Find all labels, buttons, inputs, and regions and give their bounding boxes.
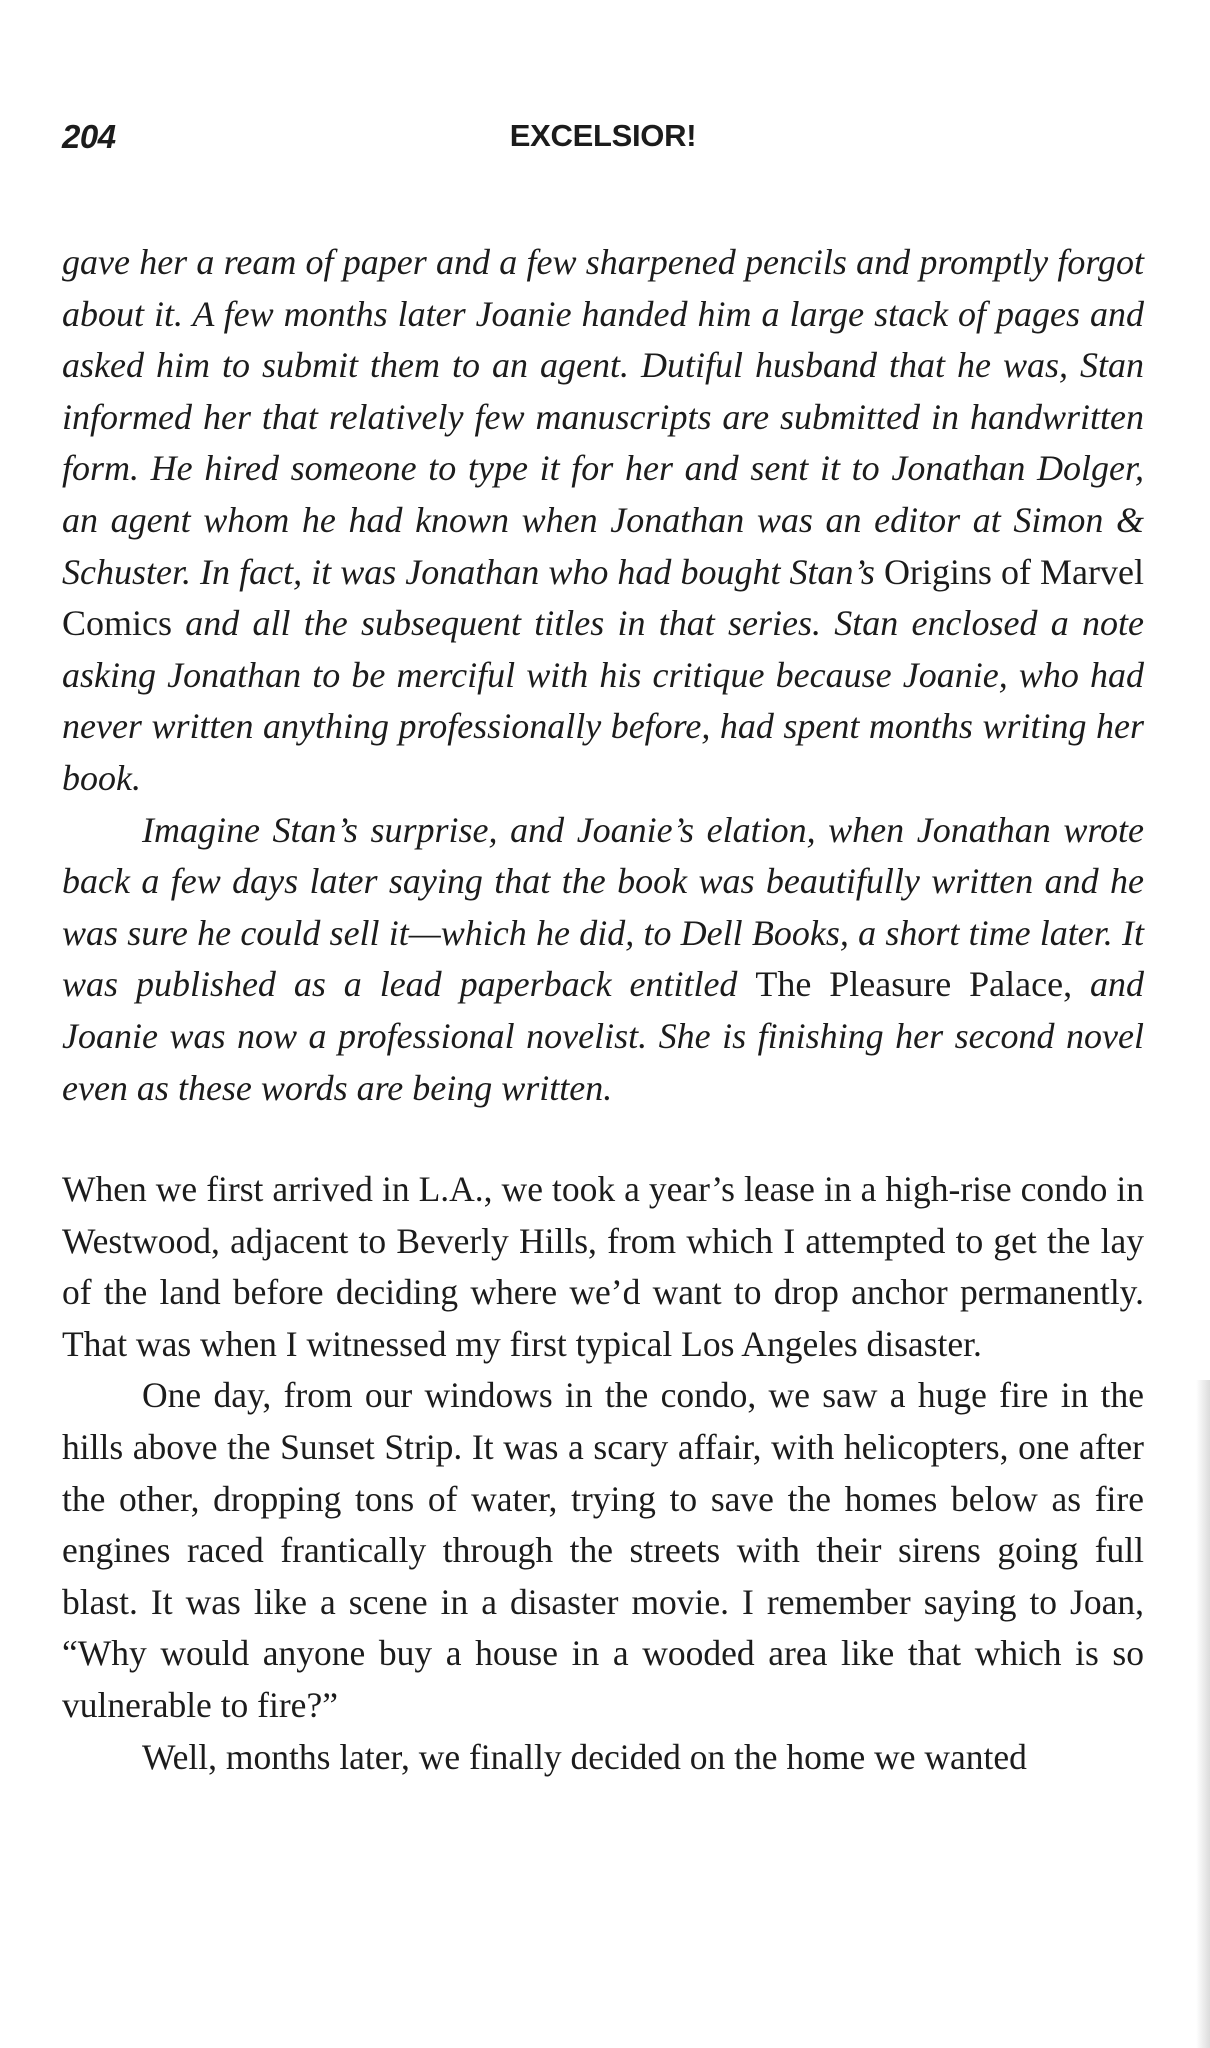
running-head: EXCELSIOR! xyxy=(509,118,697,153)
body-text xyxy=(62,237,1144,1783)
quote-p2-text-a: Imagine Stan’s surprise, and Joanie’s elation, when Jonathan wrote back a few days later saying that the book was beautifully written and he was sure he could sell it—which he did, to Dell Books, a short time later. It was published as a lead paperback entitled xyxy=(62,809,1144,1005)
quote-p1-text-b: and all the subsequent titles in that series. Stan enclosed a note asking Jonathan to be merciful with his critique because Joanie, who had never written anything professionally before, had spent months writing her book. xyxy=(62,603,1144,798)
narrative-paragraph-1: When we first arrived in L.A., we took a year’s lease in a high-rise condo in Westwood, adjacent to Beverly Hills, from which I attempted to get the lay of the land before deciding where we’d want to drop anchor permanently. That was when I witnessed my first typical Los Angeles disaster. xyxy=(62,1169,1144,1364)
book-title-origins: Origins of Marvel Comics xyxy=(62,551,1144,644)
narrative-paragraph-2: One day, from our windows in the condo, we saw a huge fire in the hills above the Sunset Strip. It was a scary affair, with helicopters, one after the other, dropping tons of water, trying to save the homes below as fire engines raced frantically through the streets with their sirens going full blast. It was like a scene in a disaster movie. I remember saying to Joan, “Why would anyone buy a house in a wooded area like that which is so vulnerable to fire?” xyxy=(62,1375,1144,1726)
quote-paragraph-2 xyxy=(62,805,1144,1115)
book-title-pleasure-palace: The Pleasure Palace, xyxy=(755,964,1073,1005)
quote-p2-text-b: and Joanie was now a professional novelist. She is finishing her second novel even as these words are being written. xyxy=(62,964,1144,1108)
page-edge-shadow xyxy=(1196,1380,1210,2048)
quote-p1-text-a: gave her a ream of paper and a few sharpened pencils and promptly forgot about it. A few months later Joanie handed him a large stack of pages and asked him to submit them to an agent. Dutiful husband that he was, Stan informed her that relatively few manuscripts are submitted in handwritten form. He hired someone to type it for her and sent it to Jonathan Dolger, an agent whom he had known when Jonathan was an editor at Simon & Schuster. In fact, it was Jonathan who had bought Stan’s xyxy=(62,242,1144,592)
page-header xyxy=(62,118,1144,168)
quote-paragraph-1 xyxy=(62,237,1144,805)
narrative-section xyxy=(62,1164,1144,1783)
quoted-passage xyxy=(62,237,1144,1114)
narrative-paragraph-3: Well, months later, we finally decided on the home we wanted xyxy=(142,1736,1027,1777)
page-number: 204 xyxy=(62,118,116,155)
